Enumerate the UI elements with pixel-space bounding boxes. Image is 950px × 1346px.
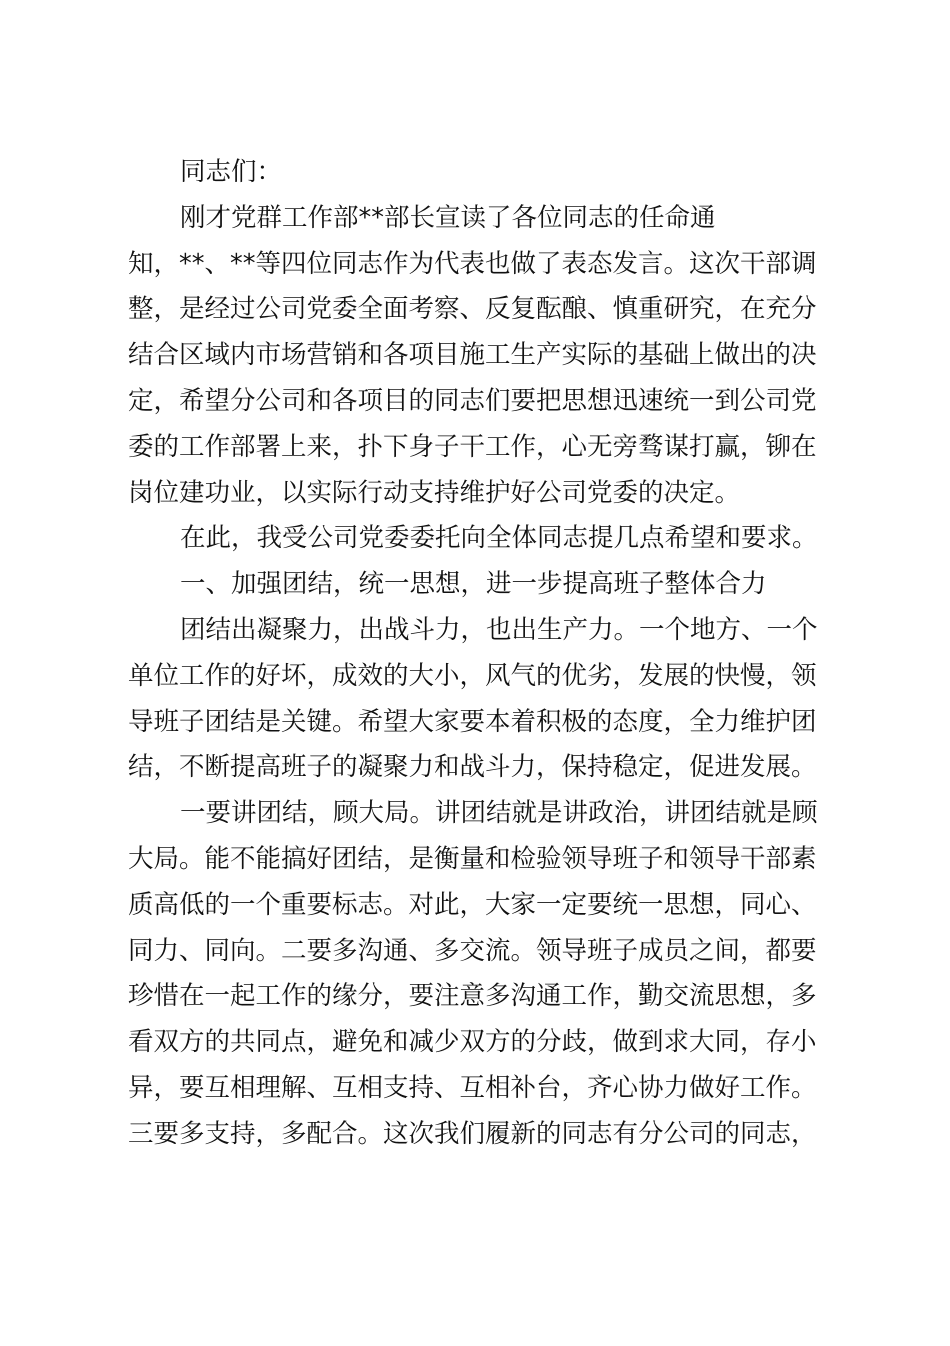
- paragraph-line: 刚才党群工作部**部长宣读了各位同志的任命通: [180, 202, 716, 233]
- paragraph-line: 一要讲团结，顾大局。讲团结就是讲政治，讲团结就是顾: [180, 798, 818, 829]
- paragraph-line: 岗位建功业，以实际行动支持维护好公司党委的决定。: [128, 477, 741, 508]
- paragraph-line: 整，是经过公司党委全面考察、反复酝酿、慎重研究，在充分: [128, 294, 817, 325]
- paragraph-line: 团结出凝聚力，出战斗力，也出生产力。一个地方、一个: [180, 614, 818, 645]
- paragraph-line: 导班子团结是关键。希望大家要本着积极的态度，全力维护团: [128, 706, 817, 737]
- paragraph-line: 质高低的一个重要标志。对此，大家一定要统一思想，同心、: [128, 889, 817, 920]
- paragraph-line: 同力、同向。二要多沟通、多交流。领导班子成员之间，都要: [128, 935, 817, 966]
- paragraph-line: 结合区域内市场营销和各项目施工生产实际的基础上做出的决: [128, 340, 817, 371]
- paragraph-line: 结，不断提高班子的凝聚力和战斗力，保持稳定，促进发展。: [128, 752, 817, 783]
- paragraph-line: 异，要互相理解、互相支持、互相补台，齐心协力做好工作。: [128, 1072, 817, 1103]
- section-heading: 一、加强团结，统一思想，进一步提高班子整体合力: [180, 569, 767, 600]
- paragraph-line: 大局。能不能搞好团结，是衡量和检验领导班子和领导干部素: [128, 843, 817, 874]
- paragraph-line: 知，**、**等四位同志作为代表也做了表态发言。这次干部调: [128, 248, 817, 279]
- paragraph-line: 三要多支持，多配合。这次我们履新的同志有分公司的同志，: [128, 1118, 817, 1149]
- paragraph-line: 看双方的共同点，避免和减少双方的分歧，做到求大同，存小: [128, 1027, 817, 1058]
- paragraph-line: 单位工作的好坏，成效的大小，风气的优劣，发展的快慢，领: [128, 660, 817, 691]
- paragraph-line: 在此，我受公司党委委托向全体同志提几点希望和要求。: [180, 523, 818, 554]
- paragraph-line: 委的工作部署上来，扑下身子干工作，心无旁骛谋打赢，铆在: [128, 431, 817, 462]
- speech-text: [128, 150, 828, 1158]
- paragraph-line: 定，希望分公司和各项目的同志们要把思想迅速统一到公司党: [128, 385, 817, 416]
- salutation-line: 同志们：: [180, 157, 283, 187]
- paragraph-line: 珍惜在一起工作的缘分，要注意多沟通工作，勤交流思想，多: [128, 981, 817, 1012]
